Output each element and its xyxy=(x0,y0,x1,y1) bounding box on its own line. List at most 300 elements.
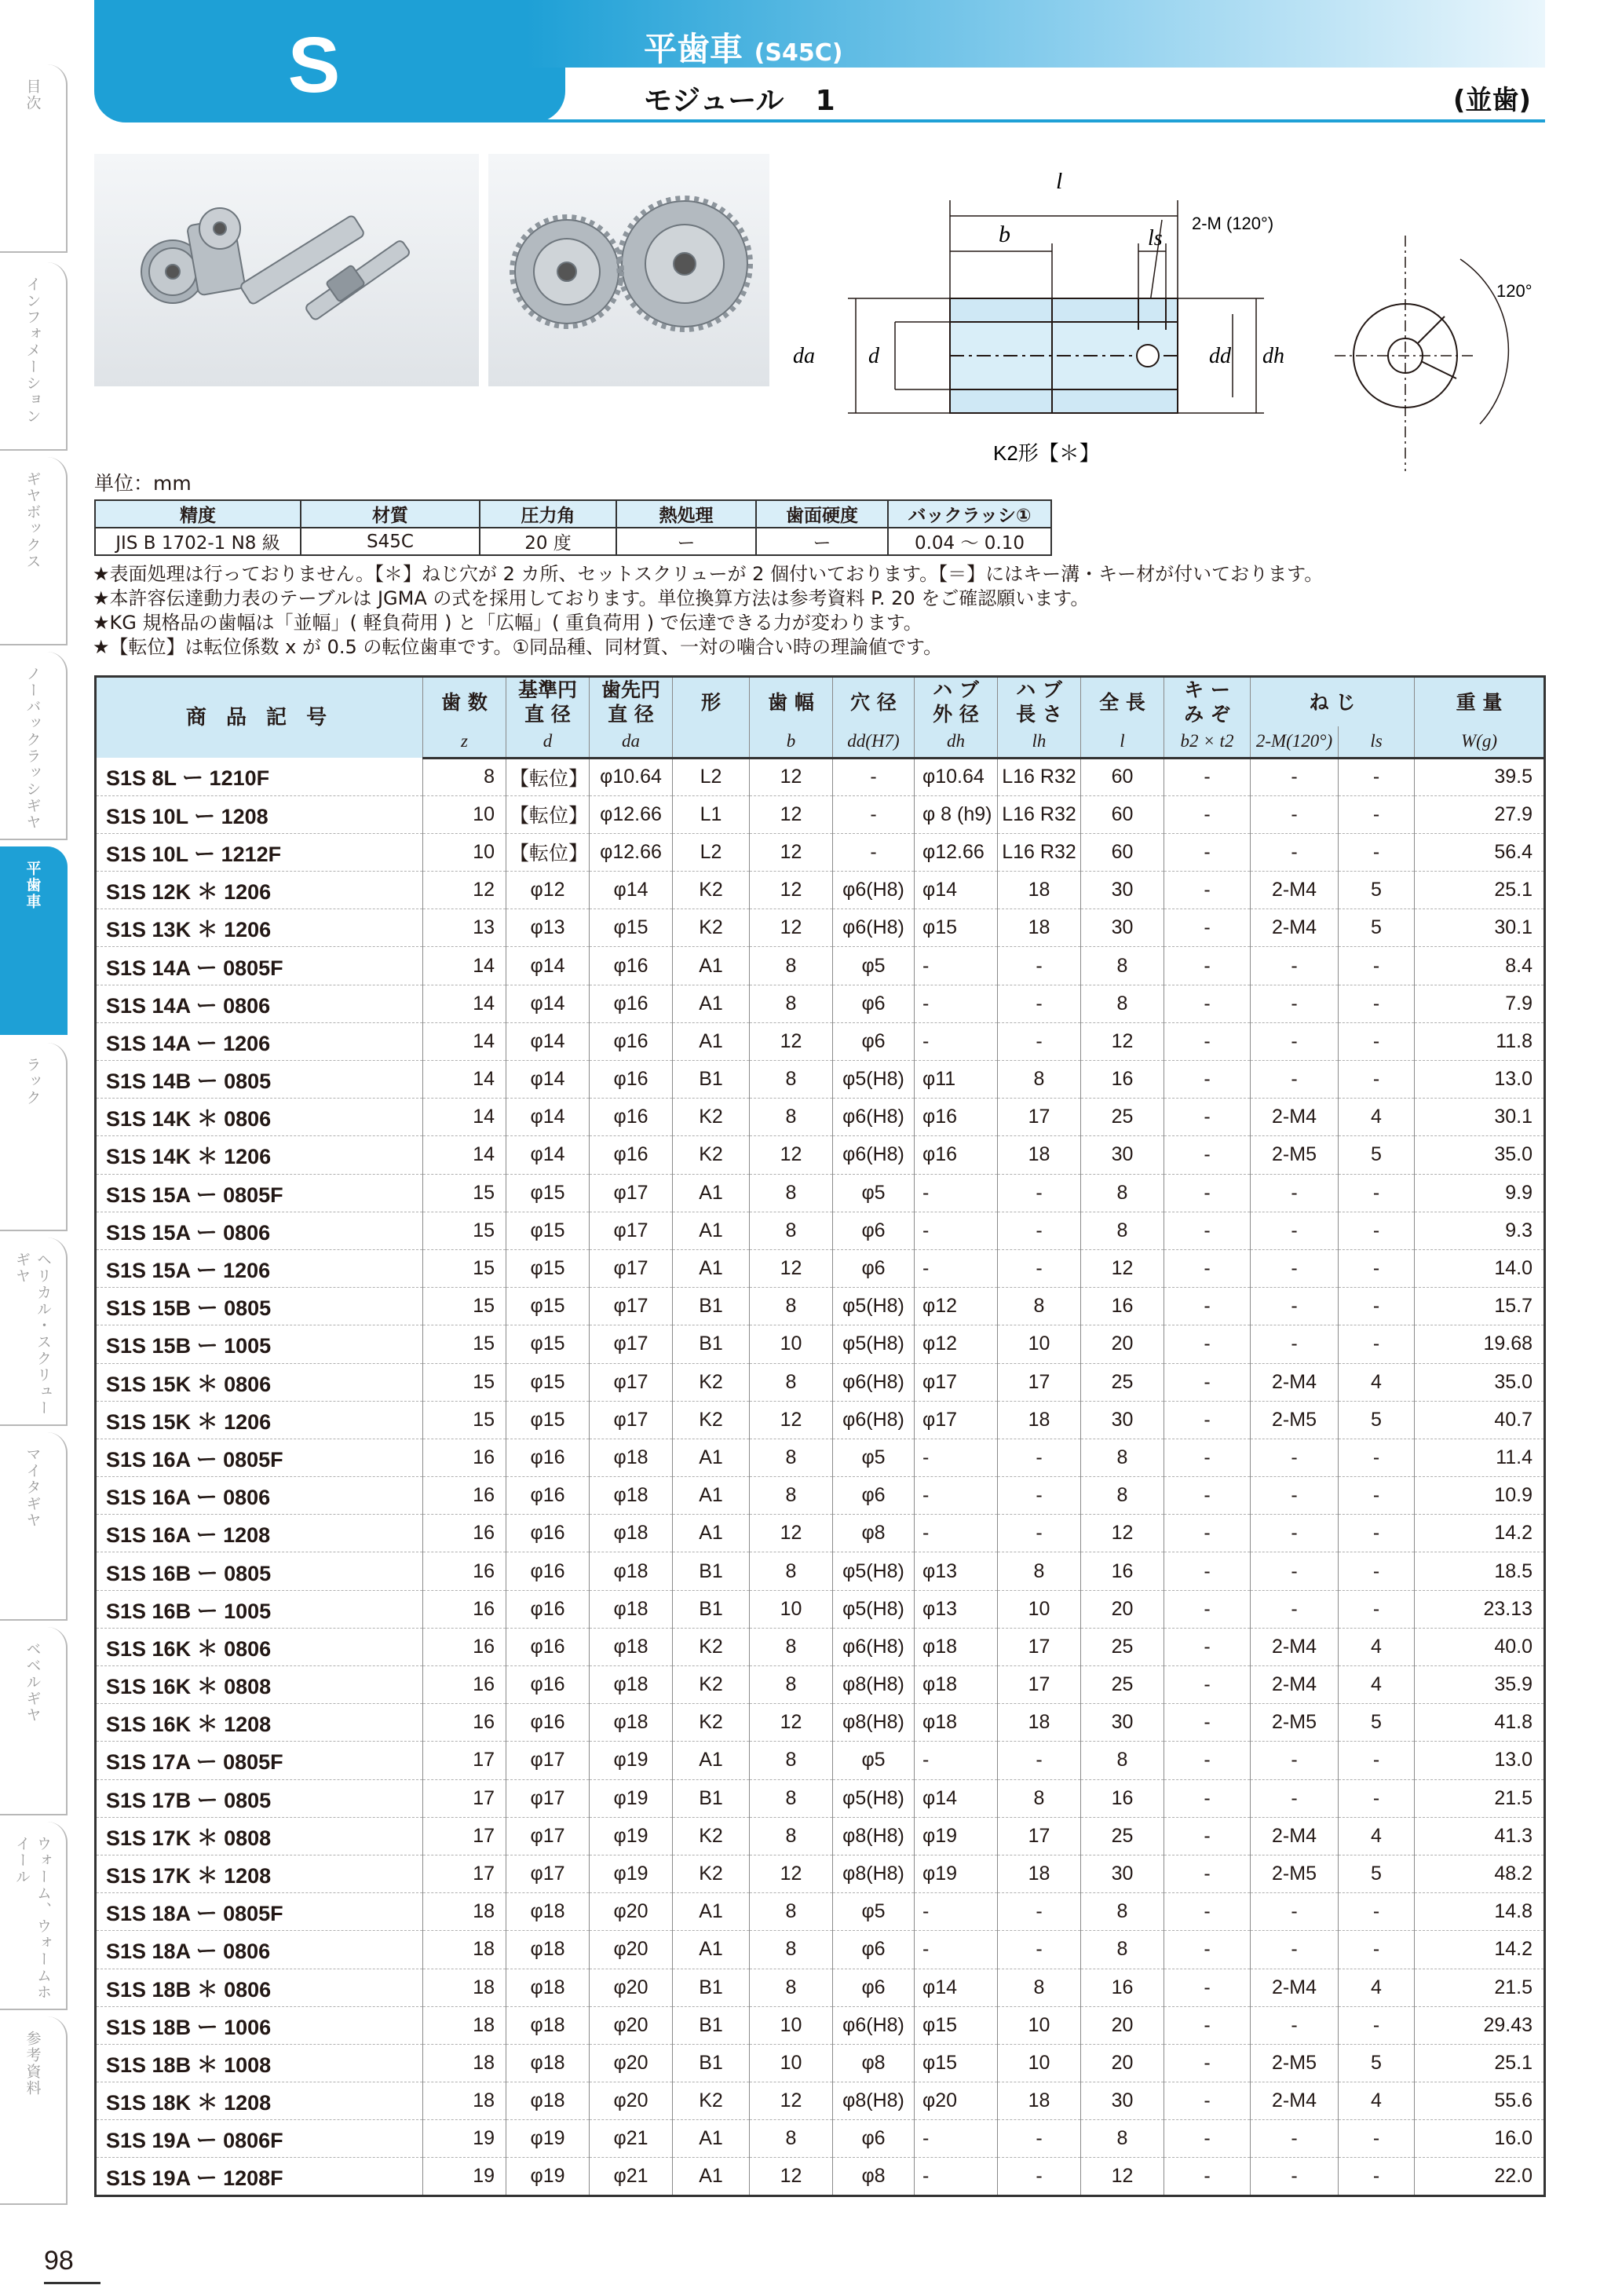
side-tab-label: インフォメーション xyxy=(24,276,42,425)
column-symbol: da xyxy=(590,726,673,758)
table-cell: 8 xyxy=(1081,1477,1164,1515)
side-tab-7[interactable] xyxy=(0,1238,68,1426)
table-cell: K2 xyxy=(673,1099,750,1136)
table-cell: φ6(H8) xyxy=(833,2006,915,2044)
table-cell: 60 xyxy=(1081,833,1164,871)
table-cell: φ6 xyxy=(833,1477,915,1515)
table-cell: 8 xyxy=(750,1893,833,1931)
table-cell: - xyxy=(1339,2120,1415,2158)
dimension-drawing xyxy=(793,173,1547,471)
table-cell: 30 xyxy=(1081,1401,1164,1439)
table-cell: - xyxy=(1339,1893,1415,1931)
table-cell: φ19 xyxy=(915,1817,998,1855)
table-cell: 10 xyxy=(998,1590,1081,1628)
table-cell: 8 xyxy=(1081,1439,1164,1476)
table-cell: - xyxy=(1164,833,1251,871)
table-cell: - xyxy=(998,1742,1081,1779)
table-cell: L16 R32 xyxy=(998,795,1081,833)
table-cell: 30 xyxy=(1081,1136,1164,1174)
table-cell: - xyxy=(1164,1288,1251,1325)
table-cell: 12 xyxy=(750,909,833,947)
table-cell: 14.0 xyxy=(1415,1249,1545,1287)
dim-screw: 2-M (120°) xyxy=(1192,214,1274,233)
table-cell: 10 xyxy=(750,1590,833,1628)
table-cell: φ18 xyxy=(506,2006,590,2044)
table-cell: L1 xyxy=(673,795,750,833)
product-photo-gears xyxy=(488,154,769,386)
table-cell: A1 xyxy=(673,2120,750,2158)
table-cell: A1 xyxy=(673,985,750,1022)
table-cell: - xyxy=(1339,1590,1415,1628)
table-cell: φ11 xyxy=(915,1061,998,1099)
table-cell: 18 xyxy=(998,1855,1081,1892)
table-cell: φ5(H8) xyxy=(833,1552,915,1590)
table-cell: 12 xyxy=(750,833,833,871)
table-cell: 8 xyxy=(1081,1174,1164,1212)
column-symbol: d xyxy=(506,726,590,758)
table-cell: - xyxy=(1339,1288,1415,1325)
table-cell: 30.1 xyxy=(1415,1099,1545,1136)
table-cell: 12 xyxy=(1081,1022,1164,1060)
product-code: S1S 10L ー 1208 xyxy=(96,795,423,833)
table-cell: - xyxy=(1164,1099,1251,1136)
spec-header: 精度 xyxy=(95,500,301,528)
table-cell: 8 xyxy=(750,1212,833,1249)
table-cell: - xyxy=(915,1893,998,1931)
table-cell: φ18 xyxy=(590,1628,673,1665)
table-cell: 35.0 xyxy=(1415,1136,1545,1174)
table-cell: 5 xyxy=(1339,1136,1415,1174)
table-cell: 10 xyxy=(750,1325,833,1363)
table-cell: φ18 xyxy=(590,1590,673,1628)
table-cell: - xyxy=(1164,985,1251,1022)
module-heading xyxy=(644,79,835,119)
table-cell: - xyxy=(998,1931,1081,1969)
table-cell: φ14 xyxy=(506,1061,590,1099)
table-cell: φ5 xyxy=(833,1893,915,1931)
product-code: S1S 19A ー 0806F xyxy=(96,2120,423,2158)
table-cell: - xyxy=(915,1022,998,1060)
table-cell: φ17 xyxy=(506,1779,590,1817)
table-cell: 18 xyxy=(423,1893,506,1931)
table-cell: φ19 xyxy=(915,1855,998,1892)
table-row xyxy=(96,1515,1545,1552)
table-cell: - xyxy=(915,985,998,1022)
table-cell: 30 xyxy=(1081,1704,1164,1742)
table-cell: 14 xyxy=(423,1061,506,1099)
table-cell: - xyxy=(1251,758,1339,795)
table-cell: 12 xyxy=(750,1515,833,1552)
table-cell: 8 xyxy=(750,1969,833,2006)
table-cell: φ 8 (h9) xyxy=(915,795,998,833)
table-cell: 18 xyxy=(998,1401,1081,1439)
table-cell: 8 xyxy=(750,1666,833,1704)
table-cell: φ8(H8) xyxy=(833,2082,915,2120)
table-cell: φ16 xyxy=(915,1136,998,1174)
side-tab-2[interactable] xyxy=(0,262,68,451)
table-cell: - xyxy=(1164,2082,1251,2120)
column-header: ハ ブ 外 径 xyxy=(915,677,998,727)
spec-header: 熱処理 xyxy=(616,500,756,528)
column-symbol: 2-M(120°) xyxy=(1251,726,1339,758)
table-cell: 21.5 xyxy=(1415,1779,1545,1817)
table-cell: 8 xyxy=(1081,2120,1164,2158)
table-cell: 17 xyxy=(998,1817,1081,1855)
table-cell: φ17 xyxy=(590,1288,673,1325)
table-cell: - xyxy=(1164,2158,1251,2195)
table-cell: - xyxy=(1164,2044,1251,2082)
table-cell: 2-M5 xyxy=(1251,1401,1339,1439)
table-cell: B1 xyxy=(673,1969,750,2006)
table-cell: 21.5 xyxy=(1415,1969,1545,2006)
table-cell: - xyxy=(1164,1212,1251,1249)
table-cell: A1 xyxy=(673,947,750,985)
table-cell: A1 xyxy=(673,1212,750,1249)
teeth-type: (並歯) xyxy=(1452,85,1531,116)
module-label: モジュール xyxy=(644,85,784,117)
table-cell: - xyxy=(998,947,1081,985)
table-cell: A1 xyxy=(673,1931,750,1969)
table-cell: - xyxy=(1164,795,1251,833)
product-code: S1S 16B ー 1005 xyxy=(96,1590,423,1628)
table-cell: 5 xyxy=(1339,1704,1415,1742)
table-row xyxy=(96,1212,1545,1249)
table-cell: 10 xyxy=(998,2006,1081,2044)
table-cell: - xyxy=(998,2120,1081,2158)
table-cell: φ15 xyxy=(506,1325,590,1363)
table-cell: φ20 xyxy=(590,2082,673,2120)
product-code: S1S 17A ー 0805F xyxy=(96,1742,423,1779)
table-cell: φ5(H8) xyxy=(833,1779,915,1817)
table-cell: 25 xyxy=(1081,1363,1164,1401)
table-cell: φ18 xyxy=(506,1969,590,2006)
table-cell: - xyxy=(1251,1779,1339,1817)
product-code: S1S 16A ー 0806 xyxy=(96,1477,423,1515)
side-tab-label: ヘリカル・スクリューギヤ xyxy=(13,1252,52,1417)
table-cell: 30 xyxy=(1081,2082,1164,2120)
table-cell: φ18 xyxy=(506,2082,590,2120)
spec-value: JIS B 1702-1 N8 級 xyxy=(95,528,301,555)
table-cell: 2-M4 xyxy=(1251,1666,1339,1704)
table-cell: φ12.66 xyxy=(915,833,998,871)
table-cell: φ17 xyxy=(590,1401,673,1439)
table-cell: φ16 xyxy=(506,1590,590,1628)
table-cell: φ8(H8) xyxy=(833,1666,915,1704)
table-row xyxy=(96,833,1545,871)
table-cell: 41.3 xyxy=(1415,1817,1545,1855)
page-number: 98 xyxy=(44,2246,74,2276)
table-cell: φ18 xyxy=(590,1704,673,1742)
table-cell: φ20 xyxy=(590,1893,673,1931)
table-cell: - xyxy=(1339,1515,1415,1552)
table-cell: φ6 xyxy=(833,1212,915,1249)
table-cell: 25 xyxy=(1081,1628,1164,1665)
table-cell: - xyxy=(1164,1931,1251,1969)
table-cell: φ16 xyxy=(590,1099,673,1136)
table-cell: B1 xyxy=(673,2006,750,2044)
table-cell: 17 xyxy=(423,1742,506,1779)
table-cell: A1 xyxy=(673,1249,750,1287)
table-cell: 12 xyxy=(750,1022,833,1060)
table-cell: - xyxy=(1251,1174,1339,1212)
table-cell: 8 xyxy=(998,1061,1081,1099)
table-cell: 2-M4 xyxy=(1251,872,1339,909)
table-cell: 14 xyxy=(423,1022,506,1060)
table-cell: φ15 xyxy=(506,1401,590,1439)
table-cell: - xyxy=(915,2158,998,2195)
table-cell: φ15 xyxy=(506,1174,590,1212)
table-cell: - xyxy=(1251,1931,1339,1969)
table-cell: 18 xyxy=(423,1969,506,2006)
table-cell: 【転位】 xyxy=(506,758,590,795)
table-cell: 2-M5 xyxy=(1251,2044,1339,2082)
side-tab-8[interactable] xyxy=(0,1432,68,1621)
table-cell: 16 xyxy=(1081,1061,1164,1099)
table-cell: φ5(H8) xyxy=(833,1590,915,1628)
series-code: S xyxy=(287,21,341,109)
table-row xyxy=(96,2120,1545,2158)
table-cell: - xyxy=(1164,1855,1251,1892)
table-cell: 8 xyxy=(998,1969,1081,2006)
table-cell: φ5 xyxy=(833,1439,915,1476)
table-cell: - xyxy=(1251,947,1339,985)
column-symbol xyxy=(673,726,750,758)
table-row xyxy=(96,1931,1545,1969)
table-cell: 10 xyxy=(750,2006,833,2044)
table-cell: - xyxy=(1339,1742,1415,1779)
table-cell: - xyxy=(998,1893,1081,1931)
table-cell: φ13 xyxy=(915,1552,998,1590)
notes xyxy=(93,562,1553,660)
spec-header: 歯面硬度 xyxy=(756,500,888,528)
table-cell: 8 xyxy=(750,1174,833,1212)
table-cell: - xyxy=(1251,795,1339,833)
table-cell: 25 xyxy=(1081,1099,1164,1136)
table-row xyxy=(96,1742,1545,1779)
table-cell: 17 xyxy=(998,1666,1081,1704)
table-cell: - xyxy=(1339,1439,1415,1476)
dim-d: d xyxy=(868,344,879,368)
table-cell: 19.68 xyxy=(1415,1325,1545,1363)
table-cell: φ20 xyxy=(590,1931,673,1969)
table-cell: A1 xyxy=(673,2158,750,2195)
table-cell: 23.13 xyxy=(1415,1590,1545,1628)
table-cell: 8 xyxy=(1081,1931,1164,1969)
column-symbol: dh xyxy=(915,726,998,758)
table-row xyxy=(96,1779,1545,1817)
table-cell: 4 xyxy=(1339,1363,1415,1401)
table-cell: - xyxy=(1251,1893,1339,1931)
table-cell: φ10.64 xyxy=(915,758,998,795)
table-cell: 16 xyxy=(423,1666,506,1704)
side-tab-4[interactable] xyxy=(0,652,68,840)
table-cell: 29.43 xyxy=(1415,2006,1545,2044)
table-row xyxy=(96,1893,1545,1931)
table-row xyxy=(96,1288,1545,1325)
table-row xyxy=(96,1099,1545,1136)
spec-header: 圧力角 xyxy=(480,500,616,528)
table-cell: - xyxy=(1339,1325,1415,1363)
side-tab-6[interactable] xyxy=(0,1043,68,1231)
table-cell: 2-M5 xyxy=(1251,1704,1339,1742)
table-cell: φ18 xyxy=(590,1439,673,1476)
product-code: S1S 14A ー 0805F xyxy=(96,947,423,985)
table-cell: 16 xyxy=(423,1552,506,1590)
table-cell: - xyxy=(1339,1174,1415,1212)
table-cell: L16 R32 xyxy=(998,758,1081,795)
table-cell: - xyxy=(1164,1742,1251,1779)
side-tab-label: ノーバックラッシギヤ xyxy=(24,666,42,831)
table-cell: 60 xyxy=(1081,795,1164,833)
side-tab-9[interactable] xyxy=(0,1627,68,1815)
table-cell: φ14 xyxy=(506,1022,590,1060)
shaft-image xyxy=(239,214,411,321)
table-cell: 4 xyxy=(1339,2082,1415,2120)
table-cell: 8 xyxy=(423,758,506,795)
table-cell: 18 xyxy=(423,2044,506,2082)
table-cell: B1 xyxy=(673,1552,750,1590)
table-cell: 5 xyxy=(1339,909,1415,947)
table-cell: φ6(H8) xyxy=(833,1099,915,1136)
product-photo-shafts xyxy=(94,154,479,386)
table-cell: 10 xyxy=(998,1325,1081,1363)
dim-dd: dd xyxy=(1209,344,1231,368)
table-cell: φ20 xyxy=(915,2082,998,2120)
table-row xyxy=(96,1022,1545,1060)
table-cell: - xyxy=(998,1439,1081,1476)
column-header: ね じ xyxy=(1251,677,1415,727)
table-cell: - xyxy=(1251,1325,1339,1363)
table-cell: 40.7 xyxy=(1415,1401,1545,1439)
table-cell: φ12 xyxy=(506,872,590,909)
table-cell: φ16 xyxy=(506,1552,590,1590)
table-cell: φ12 xyxy=(915,1288,998,1325)
table-cell: - xyxy=(1339,1477,1415,1515)
table-cell: φ18 xyxy=(506,1931,590,1969)
table-cell: 8 xyxy=(750,1779,833,1817)
table-cell: φ15 xyxy=(506,1212,590,1249)
product-code: S1S 15K ＊ 1206 xyxy=(96,1401,423,1439)
table-cell: 5 xyxy=(1339,1401,1415,1439)
side-tab-1[interactable] xyxy=(0,64,68,253)
table-cell: K2 xyxy=(673,1666,750,1704)
product-code: S1S 10L ー 1212F xyxy=(96,833,423,871)
table-cell: φ6(H8) xyxy=(833,872,915,909)
table-cell: - xyxy=(1251,1742,1339,1779)
table-cell: φ15 xyxy=(506,1288,590,1325)
table-cell: φ6(H8) xyxy=(833,909,915,947)
table-cell: 41.8 xyxy=(1415,1704,1545,1742)
table-cell: φ12.66 xyxy=(590,795,673,833)
table-cell: φ14 xyxy=(915,872,998,909)
table-cell: 17 xyxy=(423,1817,506,1855)
table-cell: 12 xyxy=(1081,1515,1164,1552)
table-cell: φ5(H8) xyxy=(833,1325,915,1363)
table-cell: 25.1 xyxy=(1415,872,1545,909)
table-cell: - xyxy=(915,1515,998,1552)
table-cell: - xyxy=(1339,1022,1415,1060)
table-cell: - xyxy=(1164,2120,1251,2158)
table-cell: 15.7 xyxy=(1415,1288,1545,1325)
table-cell: φ8 xyxy=(833,1515,915,1552)
table-cell: 17 xyxy=(998,1363,1081,1401)
table-cell: φ19 xyxy=(506,2120,590,2158)
table-cell: φ10.64 xyxy=(590,758,673,795)
side-tab-label: ウォーム、ウォームホイール xyxy=(13,1836,52,2001)
table-cell: 12 xyxy=(750,1704,833,1742)
table-cell: 9.9 xyxy=(1415,1174,1545,1212)
table-cell: φ17 xyxy=(506,1742,590,1779)
table-cell: - xyxy=(915,1212,998,1249)
table-cell: 2-M4 xyxy=(1251,1628,1339,1665)
table-cell: B1 xyxy=(673,1325,750,1363)
table-cell: 18.5 xyxy=(1415,1552,1545,1590)
table-row xyxy=(96,985,1545,1022)
table-cell: - xyxy=(1164,1022,1251,1060)
table-cell: 16 xyxy=(1081,1779,1164,1817)
product-code: S1S 18A ー 0806 xyxy=(96,1931,423,1969)
side-tab-10[interactable] xyxy=(0,1822,68,2010)
table-cell: 18 xyxy=(423,2006,506,2044)
table-cell: - xyxy=(1164,1174,1251,1212)
column-header: 商 品 記 号 xyxy=(96,677,423,759)
table-cell: 25.1 xyxy=(1415,2044,1545,2082)
table-cell: 16 xyxy=(423,1590,506,1628)
table-cell: φ17 xyxy=(590,1363,673,1401)
table-cell: 17 xyxy=(998,1628,1081,1665)
side-tab-label: 平歯車 xyxy=(24,861,42,910)
table-cell: φ19 xyxy=(590,1817,673,1855)
table-cell: - xyxy=(1164,1666,1251,1704)
table-cell: K2 xyxy=(673,1855,750,1892)
table-cell: 17 xyxy=(998,1099,1081,1136)
table-cell: 16 xyxy=(423,1515,506,1552)
table-cell: 18 xyxy=(423,1931,506,1969)
side-tab-11[interactable] xyxy=(0,2016,68,2205)
table-row xyxy=(96,1477,1545,1515)
side-tab-5[interactable] xyxy=(0,846,68,1035)
table-cell: 14.8 xyxy=(1415,1893,1545,1931)
table-cell: - xyxy=(1164,1817,1251,1855)
table-cell: φ17 xyxy=(506,1855,590,1892)
product-code: S1S 18A ー 0805F xyxy=(96,1893,423,1931)
table-cell: φ16 xyxy=(506,1628,590,1665)
table-cell: 14 xyxy=(423,1136,506,1174)
table-cell: 10.9 xyxy=(1415,1477,1545,1515)
table-cell: 12 xyxy=(750,2158,833,2195)
table-cell: φ12 xyxy=(915,1325,998,1363)
table-cell: φ18 xyxy=(915,1704,998,1742)
table-cell: 12 xyxy=(1081,1249,1164,1287)
table-row xyxy=(96,872,1545,909)
table-cell: 8 xyxy=(1081,1212,1164,1249)
table-cell: 30.1 xyxy=(1415,909,1545,947)
table-cell: 16 xyxy=(423,1439,506,1476)
table-cell: 20 xyxy=(1081,1325,1164,1363)
side-tab-3[interactable] xyxy=(0,457,68,645)
dim-ls: ls xyxy=(1148,226,1163,250)
dim-l: l xyxy=(1056,173,1063,194)
table-cell: φ13 xyxy=(915,1590,998,1628)
product-code: S1S 15K ＊ 0806 xyxy=(96,1363,423,1401)
table-cell: φ18 xyxy=(590,1477,673,1515)
product-code: S1S 14B ー 0805 xyxy=(96,1061,423,1099)
table-cell: A1 xyxy=(673,1477,750,1515)
table-cell: φ18 xyxy=(506,2044,590,2082)
title-bar xyxy=(526,0,1545,68)
table-cell: K2 xyxy=(673,2082,750,2120)
table-cell: - xyxy=(1164,1628,1251,1665)
